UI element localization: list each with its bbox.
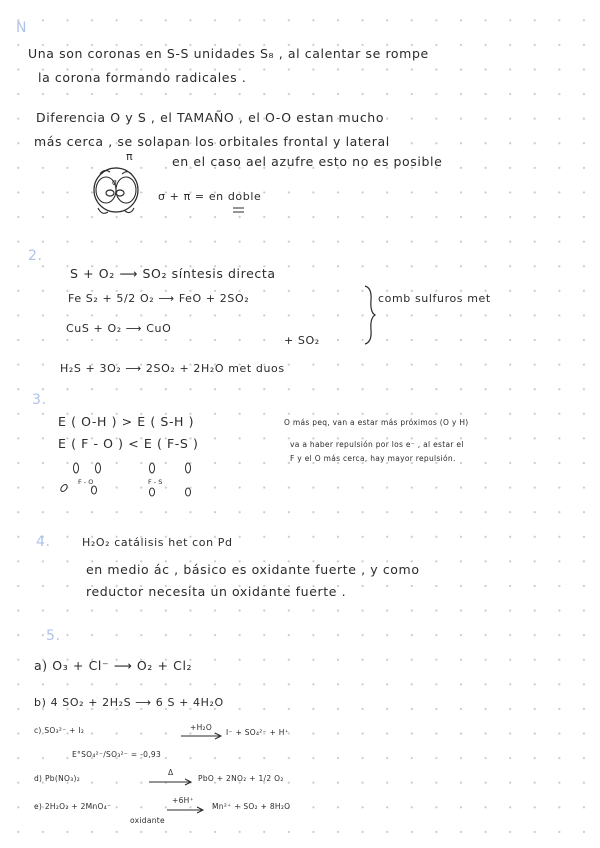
svg-text:F - O: F - O [78,478,94,486]
section-2-note: comb sulfuros met [378,292,491,305]
section-2-reaction-4: H₂S + 3O₂ ⟶ 2SO₂ + 2H₂O met duos [60,362,285,375]
section-5-e-products: Mn²⁺ + SO₂ + 8H₂O [212,802,291,811]
section-5-c-over: +H₂O [190,723,213,732]
section-3-number: 3. [32,392,47,408]
section-5-a: a) O₃ + Cl⁻ ⟶ O₂ + Cl₂ [34,658,193,673]
section-5-b: b) 4 SO₂ + 2H₂S ⟶ 6 S + 4H₂O [34,696,224,709]
section-5-e-under: oxidante [130,816,165,825]
section-5-c: c) SO₃²⁻ + I₂ [34,726,85,735]
section-5-number: 5. [46,628,61,644]
section-2-reaction-3: CuS + O₂ ⟶ CuO [66,322,172,335]
diferencia-line-3: en el caso ael azufre esto no es posible [172,154,443,169]
pi-label: π [126,150,134,163]
intro-line-2: la corona formando radicales . [38,70,247,85]
section-3-note-1: O más peq, van a estar más próximos (O y H) [284,418,469,427]
section-5-c-note: E°SO₄²⁻/SO₃²⁻ = -0,93 [72,750,162,759]
section-5-c-arrow [180,732,224,740]
section-2-reaction-1: S + O₂ ⟶ SO₂ síntesis directa [70,266,276,281]
section-2-number: 2. [28,248,43,264]
section-5-e: e) 2H₂O₂ + 2MnO₄⁻ [34,802,112,811]
section-4-line-1: H₂O₂ catálisis het con Pd [82,536,233,549]
intro-line-1: Una son coronas en S-S unidades S₈ , al calentar se rompe [28,46,429,61]
section-2-reaction-3-product: + SO₂ [284,334,320,347]
section-5-d-arrow [148,778,194,786]
section-3-energy-1: E ( O-H ) > E ( S-H ) [58,414,195,429]
repulsion-sketch [56,460,206,500]
section-5-c-products: I⁻ + SO₄²⁻ + H⁺ [226,728,290,737]
orbital-overlap-sketch [86,160,146,230]
section-4-line-2: en medio ác , básico es oxidante fuerte , y como [86,562,420,577]
header-mark: N [16,20,28,36]
section-3-energy-2: E ( F - O ) < E ( F-S ) [58,436,199,451]
sigma-pi-note: σ + π = en doble [158,190,262,203]
svg-text:F - S: F - S [148,478,163,486]
section-2-reaction-2: Fe S₂ + 5/2 O₂ ⟶ FeO + 2SO₂ [68,292,250,305]
section-5-e-over: +6H⁺ [172,796,194,805]
double-underline [232,206,246,214]
bracket [362,284,376,346]
section-4-number: 4. [36,534,51,550]
section-4-line-3: reductor necesita un oxidante fuerte . [86,584,347,599]
section-3-note-2b: F y el O más cerca, hay mayor repulsión. [290,454,456,463]
section-5-e-arrow [166,806,206,814]
diferencia-line-2: más cerca , se solapan los orbitales frontal y lateral [34,134,390,149]
section-5-d: d) Pb(NO₃)₂ [34,774,81,783]
sigma-label: σ [112,178,118,187]
section-5-d-products: PbO + 2NO₂ + 1/2 O₂ [198,774,284,783]
section-5-d-over: Δ [168,768,174,777]
diferencia-line-1: Diferencia O y S , el TAMAÑO , el O-O estan mucho [36,110,385,125]
section-3-note-2a: va a haber repulsión por los e⁻ , al estar el [290,440,464,449]
